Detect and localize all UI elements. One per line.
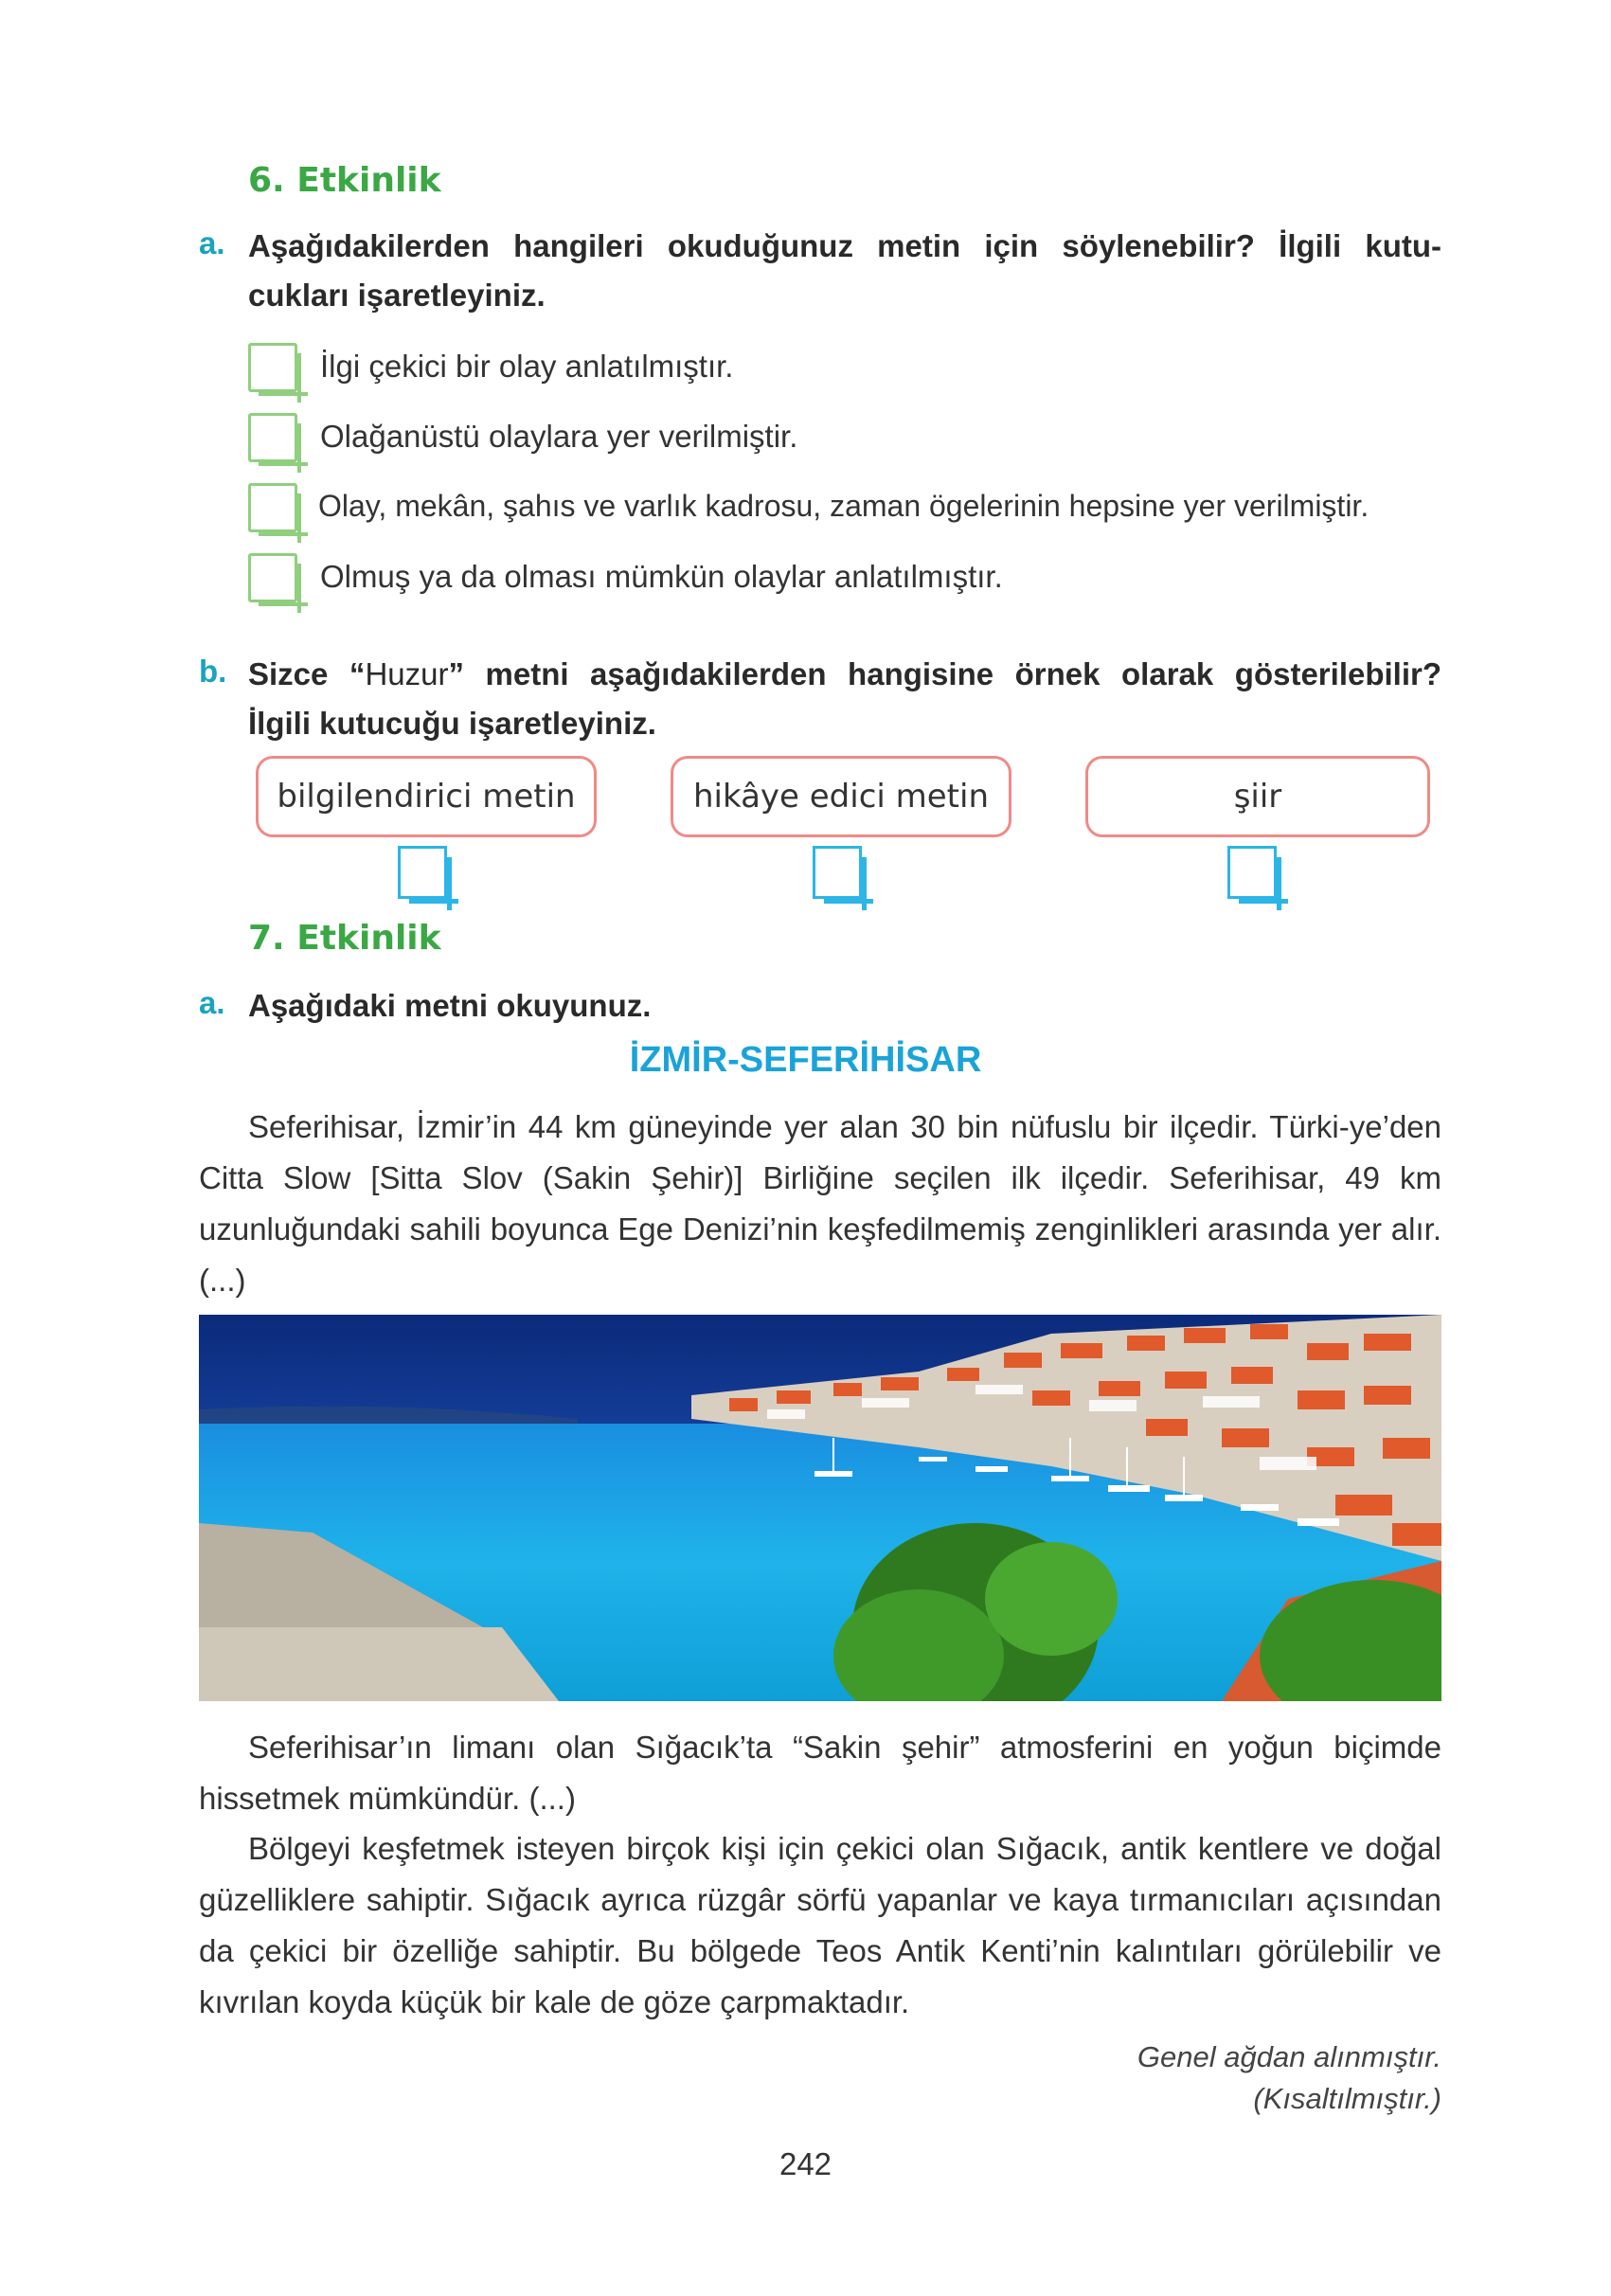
- activity7-a-instruction: Aşağıdaki metni okuyunuz.: [248, 988, 652, 1023]
- question-b-text: [248, 650, 1441, 748]
- choice-narrative-text: [671, 756, 1011, 837]
- activity6-title: 6. Etkinlik: [248, 161, 441, 200]
- option-3-label: Olay, mekân, şahıs ve varlık kadrosu, zaman ögelerinin hepsine yer verilmiştir.: [318, 489, 1369, 523]
- option-3[interactable]: [248, 483, 297, 532]
- question-b-letter: b.: [199, 654, 227, 689]
- activity7-a-letter: a.: [199, 985, 225, 1020]
- option-1-checkbox[interactable]: [248, 343, 297, 392]
- question-a-letter: a.: [199, 225, 225, 260]
- page-number: 242: [779, 2146, 832, 2181]
- article-title: İZMİR-SEFERİHİSAR: [629, 1040, 982, 1080]
- source-note: [852, 2036, 1441, 2120]
- harbor-illustration: [199, 1315, 1441, 1701]
- choice-poem: [1085, 756, 1430, 837]
- option-4-checkbox[interactable]: [248, 553, 297, 602]
- question-b-part3: ” metni aşağıdakilerden hangisine örnek olarak gösterilebilir?: [448, 656, 1442, 691]
- article-paragraph-3: Bölgeyi keşfetmek isteyen birçok kişi için çekici olan Sığacık, antik kentlere ve doğal güzelliklere sahiptir. Sığacık ayrıca rüzgâr sörfü yapanlar ve kaya tırmanıcıları açısından da çekici bir özelliğe sahiptir. Bu bölgede Teos Antik Kenti’nin kalıntıları görülebilir ve kıvrılan koyda küçük bir kale de göze çarpmaktadır.: [199, 1831, 1441, 2019]
- option-4-label: Olmuş ya da olması mümkün olaylar anlatılmıştır.: [320, 559, 1003, 594]
- option-3-checkbox[interactable]: [248, 483, 297, 532]
- question-b-line2: İlgili kutucuğu işaretleyiniz.: [248, 706, 656, 741]
- option-2[interactable]: [248, 413, 297, 462]
- option-2-label: Olağanüstü olaylara yer verilmiştir.: [320, 419, 798, 454]
- choice-narrative-label: hikâye edici metin: [692, 778, 990, 816]
- question-b-text-name: Huzur: [365, 656, 449, 691]
- article-paragraph-1: Seferihisar, İzmir’in 44 km güneyinde yer alan 30 bin nüfuslu bir ilçedir. Türki-ye’den Citta Slow [Sitta Slov (Sakin Şehir)] Birliğine seçilen ilk ilçedir. Seferihisar, 49 km uzunluğundaki sahili boyunca Ege Denizi’nin keşfedilmemiş zenginlikleri arasında yer alır. (...): [199, 1109, 1441, 1298]
- question-a-line2: cukları işaretleyiniz.: [248, 278, 546, 313]
- question-b-line1: [248, 650, 1441, 699]
- source-line-1: Genel ağdan alınmıştır.: [1137, 2040, 1441, 2073]
- option-4[interactable]: [248, 553, 297, 602]
- option-1-label: İlgi çekici bir olay anlatılmıştır.: [320, 349, 734, 384]
- choice-narrative-checkbox[interactable]: [813, 846, 862, 899]
- choice-informative-text: [256, 756, 597, 837]
- question-a-line1: Aşağıdakilerden hangileri okuduğunuz metin için söylenebilir? İlgili kutu-: [248, 228, 1441, 263]
- choice-informative-label: bilgilendirici metin: [277, 778, 576, 816]
- question-a-text: [248, 222, 1441, 320]
- activity7-title: 7. Etkinlik: [248, 919, 441, 958]
- option-2-checkbox[interactable]: [248, 413, 297, 462]
- choice-informative-checkbox[interactable]: [398, 846, 447, 899]
- option-1[interactable]: [248, 343, 297, 392]
- source-line-2: (Kısaltılmıştır.): [1253, 2082, 1441, 2115]
- question-b-part1: Sizce “: [248, 656, 366, 691]
- choice-poem-checkbox[interactable]: [1227, 846, 1277, 899]
- seferihisar-harbor-photo: [199, 1315, 1441, 1701]
- article-paragraph-2: Seferihisar’ın limanı olan Sığacık’ta “Sakin şehir” atmosferini en yoğun biçimde hissetmek mümkündür. (...): [199, 1730, 1441, 1816]
- choice-poem-label: şiir: [1233, 778, 1282, 816]
